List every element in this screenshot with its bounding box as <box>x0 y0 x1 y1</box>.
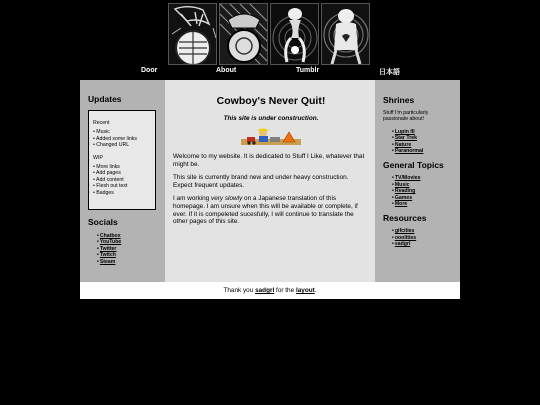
socials-heading: Socials <box>88 217 118 227</box>
welcome-paragraph: Welcome to my website. It is dedicated to Stuff I Like, whatever that might be. <box>173 153 365 168</box>
social-link-twitter[interactable]: • Twitter <box>97 246 157 252</box>
topic-link-music[interactable]: • Music <box>392 182 454 188</box>
recent-label: Recent <box>93 120 110 126</box>
nav-about-link[interactable]: About <box>216 67 237 74</box>
construction-worker-icon <box>241 127 301 145</box>
shrine-link-lupin[interactable]: • Lupin III <box>392 129 454 135</box>
social-link-youtube[interactable]: • YouTube <box>97 239 157 245</box>
header-banner <box>168 3 372 65</box>
banner-character-art-1 <box>168 3 217 65</box>
page-title: Cowboy's Never Quit! <box>216 95 326 107</box>
top-navigation <box>0 67 540 77</box>
social-link-steam[interactable]: • Steam <box>97 259 157 265</box>
resources-list <box>383 228 454 247</box>
status-paragraph: This site is currently brand new and under heavy construction. Expect frequent updates. <box>173 174 349 189</box>
translation-emphasis: very slowly <box>211 195 243 203</box>
topic-link-more[interactable]: • More <box>392 201 454 207</box>
page-layout <box>80 80 460 282</box>
general-topics-heading: General Topics <box>383 160 444 171</box>
social-link-chatbox[interactable]: • Chatbox <box>97 233 157 239</box>
social-links-list <box>88 233 157 265</box>
resource-link-gifcities[interactable]: • gifcities <box>392 228 454 234</box>
construction-notice: This site is under construction. <box>223 115 319 122</box>
resources-heading: Resources <box>383 213 427 224</box>
wip-item: • More links <box>93 164 151 170</box>
topic-link-games[interactable]: • Games <box>392 195 454 201</box>
banner-character-art-2 <box>219 3 268 65</box>
recent-list <box>93 129 151 148</box>
wip-item: • Flesh out text <box>93 183 151 189</box>
social-link-twitch[interactable]: • Twitch <box>97 252 157 258</box>
footer-text-middle: for the <box>274 287 296 294</box>
resource-link-ooolities[interactable]: • ooolities <box>392 235 454 241</box>
main-content <box>165 80 375 282</box>
wip-item: • Badges <box>93 190 151 196</box>
topic-link-tv-movies[interactable]: • TV/Movies <box>392 175 454 181</box>
topics-list <box>383 175 454 207</box>
nav-door-link[interactable]: Door <box>141 67 158 74</box>
left-sidebar <box>80 80 165 282</box>
shrines-list <box>383 129 454 155</box>
right-sidebar <box>375 80 460 282</box>
recent-item: • Added some links <box>93 136 151 142</box>
wip-item: • Add content <box>93 177 151 183</box>
nav-japanese-link[interactable]: 日本語 <box>379 69 400 76</box>
translation-paragraph <box>173 195 369 225</box>
footer-sadgrl-link[interactable]: sadgrl <box>255 287 275 294</box>
translation-text-start: I am working <box>173 195 212 203</box>
translation-text-end: on a Japanese translation of this homepage. I am unsure when this will be available or complete, if ever. If it is compeleted sucesfully, I will continue to translate the other pages of this site. <box>173 195 358 226</box>
recent-item: • Changed URL <box>93 142 151 148</box>
updates-heading: Updates <box>88 94 122 104</box>
wip-list <box>93 164 151 196</box>
resource-link-sadgrl[interactable]: • sadgrl <box>392 241 454 247</box>
shrines-heading: Shrines <box>383 95 415 105</box>
footer <box>80 282 460 299</box>
footer-layout-link[interactable]: layout <box>295 287 315 294</box>
wip-label: WIP <box>93 154 103 161</box>
shrine-link-paranormal[interactable]: • Paranormal <box>392 148 454 154</box>
wip-item: • Add pages <box>93 170 151 176</box>
shrine-link-nature[interactable]: • Nature <box>392 142 454 148</box>
updates-box[interactable] <box>88 110 156 210</box>
recent-item: • Music <box>93 129 151 135</box>
nav-tumblr-link[interactable]: Tumblr <box>296 67 320 74</box>
banner-character-art-4 <box>321 3 370 65</box>
banner-character-art-3 <box>270 3 319 65</box>
footer-text-start: Thank you <box>223 287 256 294</box>
topic-link-reading[interactable]: • Reading <box>392 188 454 194</box>
shrine-link-star-trek[interactable]: • Star Trek <box>392 135 454 141</box>
footer-text-end: . <box>314 287 317 294</box>
shrines-description: Stuff I'm particularly passionate about! <box>383 110 429 123</box>
